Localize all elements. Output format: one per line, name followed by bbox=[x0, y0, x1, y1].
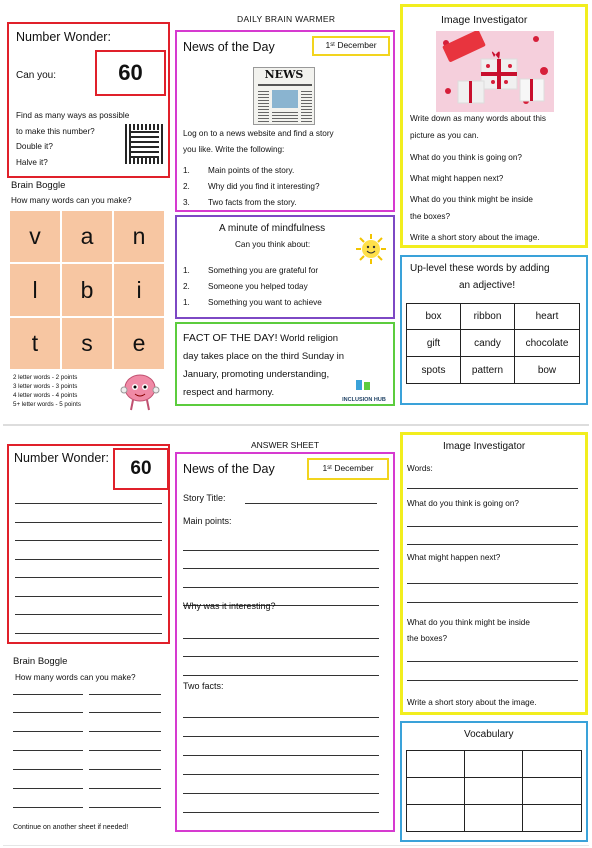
word-cell: gift bbox=[406, 329, 461, 357]
investigator-line[interactable] bbox=[407, 661, 578, 662]
boggle-grid bbox=[9, 210, 165, 370]
investigator-q1b: picture as you can. bbox=[410, 131, 479, 140]
two-facts-label: Two facts: bbox=[183, 681, 224, 691]
investigator-line[interactable] bbox=[407, 602, 578, 603]
inclusion-hub-logo bbox=[335, 378, 393, 404]
vocab-cell[interactable] bbox=[464, 750, 523, 778]
mindfulness-num-3: 1. bbox=[183, 298, 190, 307]
fact-lead: FACT OF THE DAY! bbox=[183, 332, 278, 344]
boggle-line[interactable] bbox=[89, 731, 161, 732]
boggle-tile: v bbox=[9, 210, 61, 263]
boggle-line[interactable] bbox=[13, 807, 83, 808]
mindfulness-item-1: Something you are grateful for bbox=[208, 266, 319, 275]
investigator-line[interactable] bbox=[407, 583, 578, 584]
boggle-tile: e bbox=[113, 317, 165, 370]
brain-mascot-icon bbox=[119, 370, 161, 412]
answer-line[interactable] bbox=[15, 522, 162, 523]
news-item-3: Two facts from the story. bbox=[208, 198, 297, 207]
newspaper-masthead: NEWS bbox=[264, 68, 304, 81]
fact-line-2: day takes place on the third Sunday in bbox=[183, 351, 345, 362]
news-intro-2: you like. Write the following: bbox=[183, 145, 285, 154]
investigator-q2: What do you think is going on? bbox=[410, 153, 522, 162]
number-wonder-title: Number Wonder: bbox=[16, 30, 111, 44]
boggle-line[interactable] bbox=[89, 788, 161, 789]
number-box bbox=[95, 50, 166, 96]
vocab-cell[interactable] bbox=[522, 804, 582, 832]
answer-date-badge bbox=[307, 458, 389, 480]
fact-line-4: respect and harmony. bbox=[183, 387, 275, 398]
answer-news-card bbox=[175, 452, 395, 832]
answer-line[interactable] bbox=[15, 503, 162, 504]
qr-code-icon bbox=[125, 124, 165, 164]
answer-number-wonder-card bbox=[7, 444, 170, 644]
vocab-cell[interactable] bbox=[464, 777, 523, 805]
sun-icon bbox=[355, 233, 387, 265]
investigator-line[interactable] bbox=[407, 680, 578, 681]
facts-line[interactable] bbox=[183, 717, 379, 718]
story-title-label: Story Title: bbox=[183, 493, 226, 503]
answer-date-text: 1ˢᵗ December bbox=[322, 463, 374, 474]
date-text: 1ˢᵗ December bbox=[325, 40, 377, 51]
boggle-tile: i bbox=[113, 263, 165, 317]
vocab-cell[interactable] bbox=[406, 804, 465, 832]
boggle-line[interactable] bbox=[89, 694, 161, 695]
boggle-line[interactable] bbox=[13, 731, 83, 732]
answer-boggle-subtitle: How many words can you make? bbox=[15, 673, 136, 682]
main-points-line[interactable] bbox=[183, 568, 379, 569]
top-header: DAILY BRAIN WARMER bbox=[237, 14, 336, 24]
word-cell: spots bbox=[406, 356, 461, 384]
boggle-tile: s bbox=[61, 317, 113, 370]
investigator-q5: Write a short story about the image. bbox=[410, 233, 540, 242]
number-wonder-line-3: Double it? bbox=[16, 142, 53, 151]
mindfulness-subtitle: Can you think about: bbox=[235, 240, 311, 249]
number-wonder-line-1: Find as many ways as possible bbox=[16, 111, 130, 120]
scoring-line-2: 3 letter words - 3 points bbox=[13, 383, 78, 390]
main-points-line[interactable] bbox=[183, 587, 379, 588]
number-wonder-line-2: to make this number? bbox=[16, 127, 95, 136]
answer-line[interactable] bbox=[15, 577, 162, 578]
boggle-tile: a bbox=[61, 210, 113, 263]
answer-line[interactable] bbox=[15, 596, 162, 597]
mindfulness-title: A minute of mindfulness bbox=[219, 223, 326, 234]
scoring-line-3: 4 letter words - 4 points bbox=[13, 392, 78, 399]
why-line[interactable] bbox=[183, 675, 379, 676]
why-interesting-label: Why was it interesting? bbox=[183, 601, 276, 611]
story-title-line[interactable] bbox=[245, 503, 377, 504]
story-label: Write a short story about the image. bbox=[407, 698, 537, 707]
words-label: Words: bbox=[407, 464, 433, 473]
going-on-label: What do you think is going on? bbox=[407, 499, 519, 508]
inside-label-1: What do you think might be inside bbox=[407, 618, 530, 627]
news-item-2: Why did you find it interesting? bbox=[208, 182, 320, 191]
inclusion-hub-text: INCLUSION HUB bbox=[342, 397, 386, 403]
image-investigator-card bbox=[400, 4, 588, 248]
mindfulness-num-2: 2. bbox=[183, 282, 190, 291]
answer-line[interactable] bbox=[15, 540, 162, 541]
answer-boggle-title: Brain Boggle bbox=[13, 656, 68, 667]
investigator-line[interactable] bbox=[407, 544, 578, 545]
boggle-line[interactable] bbox=[13, 712, 83, 713]
answer-line[interactable] bbox=[15, 633, 162, 634]
answer-number-box bbox=[113, 448, 169, 490]
can-you-label: Can you: bbox=[16, 70, 57, 81]
answer-number-wonder-title: Number Wonder: bbox=[14, 451, 109, 465]
boggle-line[interactable] bbox=[13, 750, 83, 751]
main-points-line[interactable] bbox=[183, 550, 379, 551]
vocabulary-title: Vocabulary bbox=[464, 729, 514, 740]
boggle-line[interactable] bbox=[13, 694, 83, 695]
newspaper-icon bbox=[253, 67, 315, 125]
news-item-num-3: 3. bbox=[183, 198, 190, 207]
fact-text-1: World religion bbox=[277, 333, 339, 344]
answer-number-value: 60 bbox=[130, 458, 152, 479]
facts-line[interactable] bbox=[183, 755, 379, 756]
news-item-num-1: 1. bbox=[183, 166, 190, 175]
number-value: 60 bbox=[118, 60, 143, 85]
vocab-cell[interactable] bbox=[406, 750, 465, 778]
scoring-line-1: 2 letter words - 2 points bbox=[13, 374, 78, 381]
news-intro-1: Log on to a news website and find a story bbox=[183, 129, 334, 138]
boggle-tile: t bbox=[9, 317, 61, 370]
investigator-line[interactable] bbox=[407, 488, 578, 489]
mindfulness-item-2: Someone you helped today bbox=[208, 282, 308, 291]
why-line[interactable] bbox=[183, 656, 379, 657]
boggle-tile: l bbox=[9, 263, 61, 317]
boggle-line[interactable] bbox=[89, 807, 161, 808]
investigator-q4b: the boxes? bbox=[410, 212, 451, 221]
word-cell: pattern bbox=[460, 356, 515, 384]
investigator-title: Image Investigator bbox=[441, 14, 528, 26]
vocab-cell[interactable] bbox=[522, 777, 582, 805]
investigator-q4a: What do you think might be inside bbox=[410, 195, 533, 204]
boggle-line[interactable] bbox=[89, 712, 161, 713]
mindfulness-num-1: 1. bbox=[183, 266, 190, 275]
brain-boggle-subtitle: How many words can you make? bbox=[11, 196, 132, 205]
facts-line[interactable] bbox=[183, 812, 379, 813]
answer-investigator-card bbox=[400, 432, 588, 715]
uplevel-title-2: an adjective! bbox=[459, 280, 516, 291]
brain-boggle-title: Brain Boggle bbox=[11, 180, 66, 191]
uplevel-card bbox=[400, 255, 588, 405]
facts-line[interactable] bbox=[183, 793, 379, 794]
vocab-cell[interactable] bbox=[522, 750, 582, 778]
uplevel-title-1: Up-level these words by adding bbox=[410, 263, 550, 274]
vocab-cell[interactable] bbox=[406, 777, 465, 805]
mindfulness-item-3: Something you want to achieve bbox=[208, 298, 322, 307]
vocabulary-card bbox=[400, 721, 588, 842]
number-wonder-card bbox=[7, 22, 170, 178]
boggle-line[interactable] bbox=[89, 769, 161, 770]
news-card bbox=[175, 30, 395, 212]
answer-investigator-title: Image Investigator bbox=[443, 441, 526, 452]
main-points-label: Main points: bbox=[183, 516, 232, 526]
fact-card bbox=[175, 322, 395, 406]
boggle-tile: b bbox=[61, 263, 113, 317]
investigator-q3: What might happen next? bbox=[410, 174, 504, 183]
answer-line[interactable] bbox=[15, 559, 162, 560]
scoring-line-4: 5+ letter words - 5 points bbox=[13, 401, 81, 408]
boggle-line[interactable] bbox=[13, 788, 83, 789]
date-badge bbox=[312, 36, 390, 56]
news-item-num-2: 2. bbox=[183, 182, 190, 191]
boggle-line[interactable] bbox=[13, 769, 83, 770]
continue-note: Continue on another sheet if needed! bbox=[13, 824, 129, 831]
next-label: What might happen next? bbox=[407, 553, 501, 562]
answer-sheet bbox=[3, 424, 589, 846]
inside-label-2: the boxes? bbox=[407, 634, 448, 643]
fact-line-3: January, promoting understanding, bbox=[183, 369, 330, 380]
investigator-line[interactable] bbox=[407, 526, 578, 527]
answer-news-title: News of the Day bbox=[183, 462, 275, 476]
word-cell: chocolate bbox=[514, 329, 580, 357]
answer-header: ANSWER SHEET bbox=[251, 440, 320, 450]
answer-line[interactable] bbox=[15, 614, 162, 615]
word-cell: box bbox=[406, 303, 461, 330]
boggle-line[interactable] bbox=[89, 750, 161, 751]
facts-line[interactable] bbox=[183, 736, 379, 737]
word-cell: candy bbox=[460, 329, 515, 357]
word-cell: ribbon bbox=[460, 303, 515, 330]
boggle-tile: n bbox=[113, 210, 165, 263]
facts-line[interactable] bbox=[183, 774, 379, 775]
vocab-cell[interactable] bbox=[464, 804, 523, 832]
mindfulness-card bbox=[175, 215, 395, 319]
why-line[interactable] bbox=[183, 638, 379, 639]
fact-line-1 bbox=[183, 332, 338, 344]
word-cell: heart bbox=[514, 303, 580, 330]
top-sheet bbox=[3, 2, 589, 428]
news-title: News of the Day bbox=[183, 40, 275, 54]
number-wonder-line-4: Halve it? bbox=[16, 158, 48, 167]
gift-boxes-image bbox=[436, 31, 554, 112]
word-cell: bow bbox=[514, 356, 580, 384]
investigator-q1a: Write down as many words about this bbox=[410, 114, 546, 123]
news-item-1: Main points of the story. bbox=[208, 166, 295, 175]
